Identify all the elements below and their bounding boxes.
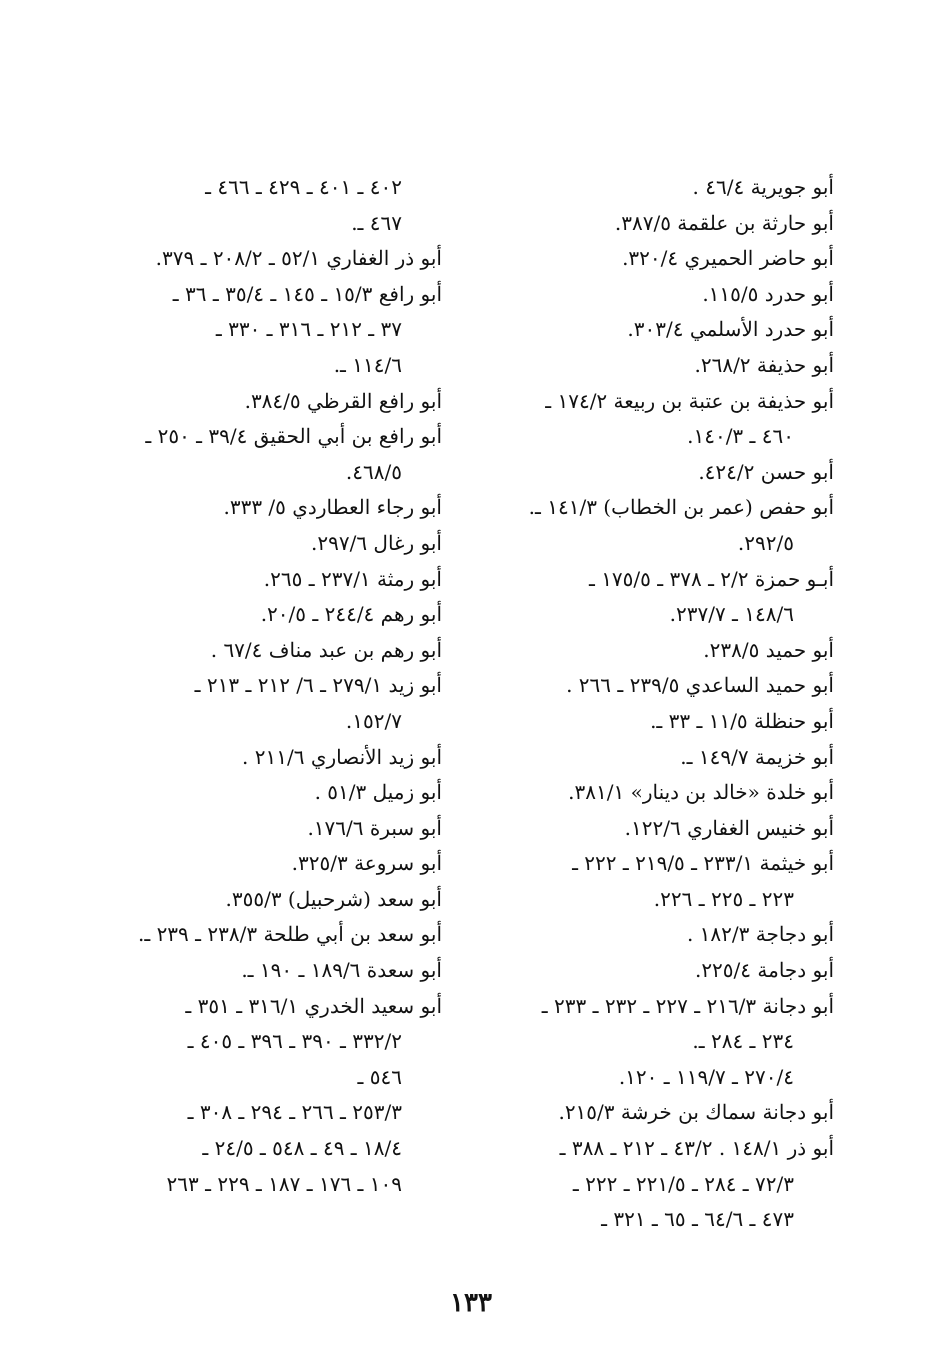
- index-entry: أبو حدرد ١١٥/٥.: [702, 281, 834, 306]
- index-entry: أبو حاضر الحميري ٣٢٠/٤.: [622, 246, 834, 271]
- index-entry: أبو حدرد الأسلمي ٣٠٣/٤.: [627, 317, 834, 342]
- index-entry-continuation: ٤٧٣ ـ ٦٤/٦ ـ ٦٥ ـ ٣٢١ ـ: [601, 1207, 794, 1232]
- index-entry: أبو حميد الساعدي ٢٣٩/٥ ـ ٢٦٦ .: [566, 673, 834, 698]
- index-entry: أبو رهم بن عبد مناف ٦٧/٤ .: [210, 637, 442, 662]
- index-entry: أبو حفص (عمر بن الخطاب) ١٤١/٣ ـ.: [528, 495, 834, 520]
- index-entry: أبو حنظلة ١١/٥ ـ ٣٣ ـ.: [650, 708, 834, 733]
- index-entry: أبو ذر الغفاري ٥٢/١ ـ ٢٠٨/٢ ـ ٣٧٩.: [155, 246, 442, 271]
- index-entry: أبو سبرة ١٧٦/٦.: [307, 815, 442, 840]
- index-entry-continuation: ١٤٨/٦ ـ ٢٣٧/٧.: [669, 602, 794, 627]
- index-entry-continuation: ٥٤٦ ـ: [357, 1064, 402, 1089]
- index-entry: أبو دجامة ٢٢٥/٤.: [694, 958, 834, 983]
- index-entry: أبو خزيمة ١٤٩/٧ ـ.: [680, 744, 834, 769]
- index-entry: أبو رافع ١٥/٣ ـ ١٤٥ ـ ٣٥/٤ ـ ٣٦ ـ: [172, 281, 442, 306]
- index-column-left: [112, 170, 442, 1202]
- index-entry-continuation: ١٨/٤ ـ ٤٩ ـ ٥٤٨ ـ ٢٤/٥ ـ: [202, 1136, 402, 1161]
- index-entry-continuation: ٢٧٠/٤ ـ ١١٩/٧ ـ ١٢٠.: [618, 1064, 794, 1089]
- index-entry-continuation: ٤٠٢ ـ ٤٠١ ـ ٤٢٩ ـ ٤٦٦ ـ: [205, 175, 402, 199]
- index-entry: أبو سروعة ٣٢٥/٣.: [291, 851, 442, 876]
- index-entry-continuation: ٤٦٧ ـ.: [351, 210, 402, 235]
- index-entry: أبو خلدة «خالد بن دينار» ٣٨١/١.: [568, 780, 834, 805]
- index-entry: أبو خنيس الغفاري ١٢٢/٦.: [624, 815, 834, 840]
- index-entry: أبو رمثة ٢٣٧/١ ـ ٢٦٥.: [263, 566, 442, 591]
- index-entry: أبو حذيفة ٢٦٨/٢.: [694, 352, 834, 377]
- index-entry: أبو رهم ٢٤٤/٤ ـ ٢٠/٥.: [260, 602, 442, 627]
- index-entry-continuation: ٢٣٤ ـ ٢٨٤ ـ.: [692, 1029, 794, 1054]
- index-entry: أبو حميد ٢٣٨/٥.: [703, 637, 834, 662]
- index-entry-continuation: ٣٣٢/٢ ـ ٣٩٠ ـ ٣٩٦ ـ ٤٠٥ ـ: [187, 1029, 402, 1054]
- index-entry: أبو سعد (شرحبيل) ٣٥٥/٣.: [225, 886, 442, 911]
- index-entry: أبو حارثة بن علقمة ٣٨٧/٥.: [614, 210, 834, 235]
- index-entry: أبو رغال ٢٩٧/٦.: [311, 530, 442, 555]
- index-entry: أبو دجانة ٢١٦/٣ ـ ٢٢٧ ـ ٢٣٢ ـ ٢٣٣ ـ: [541, 993, 834, 1018]
- index-entry: أبو جويرية ٤٦/٤ .: [692, 175, 834, 199]
- index-entry-continuation: ٧٢/٣ ـ ٢٨٤ ـ ٢٢١/٥ ـ ٢٢٢ ـ: [572, 1171, 794, 1196]
- index-entry: أبو رافع القرظي ٣٨٤/٥.: [244, 388, 442, 413]
- index-entry-continuation: ١١٤/٦ ـ.: [333, 352, 402, 377]
- index-entry-continuation: ٣٧ ـ ٢١٢ ـ ٣١٦ ـ ٣٣٠ ـ: [215, 317, 402, 342]
- index-entry-continuation: ١٠٩ ـ ١٧٦ ـ ١٨٧ ـ ٢٢٩ ـ ٢٦٣: [166, 1171, 402, 1196]
- index-entry: أبو حذيفة بن عتبة بن ربيعة ١٧٤/٢ ـ: [545, 388, 834, 413]
- index-entry: أبو زيد الأنصاري ٢١١/٦ .: [242, 744, 442, 769]
- index-entry: أبو حسن ٤٢٤/٢.: [698, 459, 834, 484]
- index-entry: أبو زيد ٢٧٩/١ ـ ٦/ ٢١٢ ـ ٢١٣ ـ: [194, 673, 442, 698]
- index-entry: أبو رجاء العطاردي ٥/ ٣٣٣.: [223, 495, 442, 520]
- index-entry-continuation: ٤٦٨/٥.: [345, 459, 402, 484]
- index-entry: أبو سعد بن أبي طلحة ٢٣٨/٣ ـ ٢٣٩ ـ.: [137, 922, 442, 947]
- index-entry-continuation: ١٥٢/٧.: [345, 708, 402, 733]
- index-column-right: [504, 170, 834, 1238]
- page-number: ١٣٣: [450, 1288, 492, 1318]
- index-entry: أبو سعيد الخدري ٣١٦/١ ـ ٣٥١ ـ: [185, 993, 442, 1018]
- index-entry-continuation: ٢٥٣/٣ ـ ٢٦٦ ـ ٢٩٤ ـ ٣٠٨ ـ: [187, 1100, 402, 1125]
- index-entry: أبـو حمزة ٢/٢ ـ ٣٧٨ ـ ١٧٥/٥ ـ: [588, 566, 834, 591]
- index-entry: أبو خيثمة ٢٣٣/١ ـ ٢١٩/٥ ـ ٢٢٢ ـ: [572, 851, 834, 876]
- index-entry: أبو ذر ١٤٨/١ . ٤٣/٢ ـ ٢١٢ ـ ٣٨٨ ـ: [559, 1136, 834, 1161]
- index-entry: أبو دجاجة ١٨٢/٣ .: [686, 922, 834, 947]
- index-entry: أبو دجانة سماك بن خرشة ٢١٥/٣.: [558, 1100, 834, 1125]
- index-entry-continuation: ٢٩٢/٥.: [737, 530, 794, 555]
- index-entry-continuation: ٢٢٣ ـ ٢٢٥ ـ ٢٢٦.: [653, 886, 794, 911]
- index-entry: أبو رافع بن أبي الحقيق ٣٩/٤ ـ ٢٥٠ ـ: [145, 424, 442, 449]
- index-entry: أبو زميل ٥١/٣ .: [314, 780, 442, 805]
- index-entry-continuation: ٤٦٠ ـ ١٤٠/٣.: [687, 424, 794, 449]
- index-entry: أبو سعدة ١٨٩/٦ ـ ١٩٠ ـ.: [241, 958, 442, 983]
